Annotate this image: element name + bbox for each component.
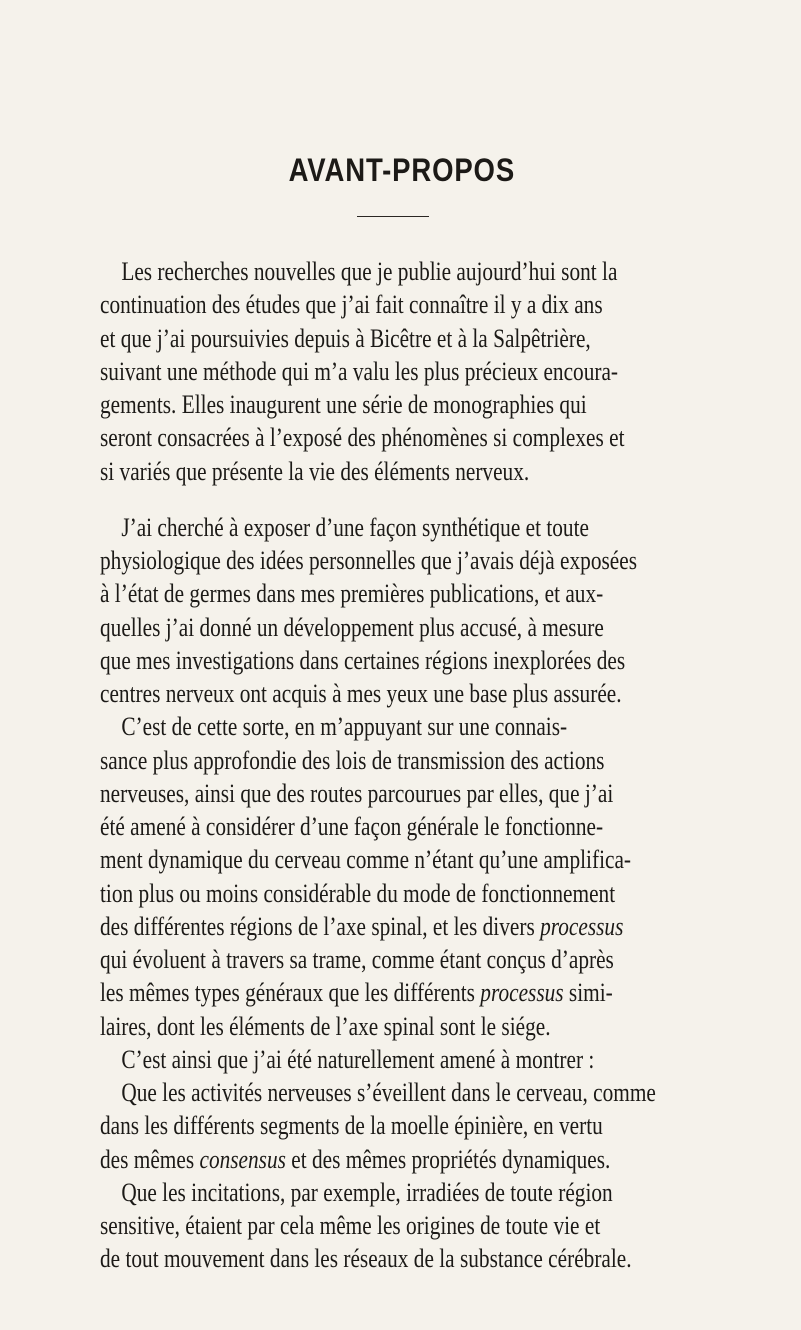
text-line: des mêmes consensus et des mêmes propriétés dynamiques.	[100, 1144, 611, 1174]
italic-term: processus	[540, 911, 624, 941]
paragraph	[100, 710, 781, 1043]
paragraph	[100, 1076, 781, 1176]
text-line: les mêmes types généraux que les différents processus simi-	[100, 978, 613, 1008]
text-line: si variés que présente la vie des éléments nerveux.	[100, 456, 530, 486]
text-line: centres nerveux ont acquis à mes yeux une base plus assurée.	[100, 679, 622, 708]
paragraph	[100, 1176, 781, 1276]
paragraph	[100, 511, 781, 711]
text-line: dans les différents segments de la moelle épinière, en vertu	[100, 1111, 603, 1141]
text-line: J’ai cherché à exposer d’une façon synthétique et toute	[121, 512, 589, 542]
title-divider	[357, 216, 429, 217]
text-line: quelles j’ai donné un développement plus accusé, à mesure	[100, 612, 604, 642]
text-line: sensitive, étaient par cela même les origines de toute vie et	[100, 1211, 601, 1240]
text-line: et que j’ai poursuivies depuis à Bicêtre et à la Salpêtrière,	[100, 323, 591, 353]
text-line: gements. Elles inaugurent une série de monographies qui	[100, 390, 587, 419]
text-line: ment dynamique du cerveau comme n’étant qu’une amplifica-	[100, 845, 632, 875]
text-line: seront consacrées à l’exposé des phénomènes si complexes et	[100, 423, 625, 453]
text-line: laires, dont les éléments de l’axe spinal sont le siége.	[100, 1011, 551, 1041]
italic-term: processus	[480, 978, 564, 1008]
page-title: AVANT-PROPOS	[288, 152, 516, 188]
body-text	[100, 255, 781, 1276]
text-line: nerveuses, ainsi que des routes parcourues par elles, que j’ai	[100, 778, 614, 808]
text-line: continuation des études que j’ai fait connaître il y a dix ans	[100, 290, 603, 320]
text-line: suivant une méthode qui m’a valu les plus précieux encoura-	[100, 356, 619, 386]
paragraph	[100, 1043, 781, 1076]
text-line: tion plus ou moins considérable du mode de fonctionnement	[100, 878, 616, 908]
text-line: Les recherches nouvelles que je publie aujourd’hui sont la	[121, 257, 618, 286]
text-line: de tout mouvement dans les réseaux de la substance cérébrale.	[100, 1244, 632, 1274]
italic-term: consensus	[199, 1144, 286, 1174]
paragraph	[100, 255, 781, 488]
text-line: Que les activités nerveuses s’éveillent dans le cerveau, comme	[121, 1078, 656, 1107]
text-line: des différentes régions de l’axe spinal, et les divers processus	[100, 911, 624, 941]
text-line: à l’état de germes dans mes premières publications, et aux-	[100, 579, 604, 609]
text-line: sance plus approfondie des lois de transmission des actions	[100, 745, 605, 775]
text-line: qui évoluent à travers sa trame, comme étant conçus d’après	[100, 945, 614, 974]
text-line: Que les incitations, par exemple, irradiées de toute région	[121, 1177, 613, 1207]
text-line: que mes investigations dans certaines régions inexplorées des	[100, 645, 626, 675]
text-line: C’est de cette sorte, en m’appuyant sur une connais-	[121, 712, 568, 742]
paragraph-gap	[100, 488, 781, 511]
text-line: C’est ainsi que j’ai été naturellement amené à montrer :	[121, 1044, 595, 1074]
text-line: été amené à considérer d’une façon générale le fonctionne-	[100, 812, 604, 841]
text-line: physiologique des idées personnelles que j’avais déjà exposées	[100, 546, 637, 575]
